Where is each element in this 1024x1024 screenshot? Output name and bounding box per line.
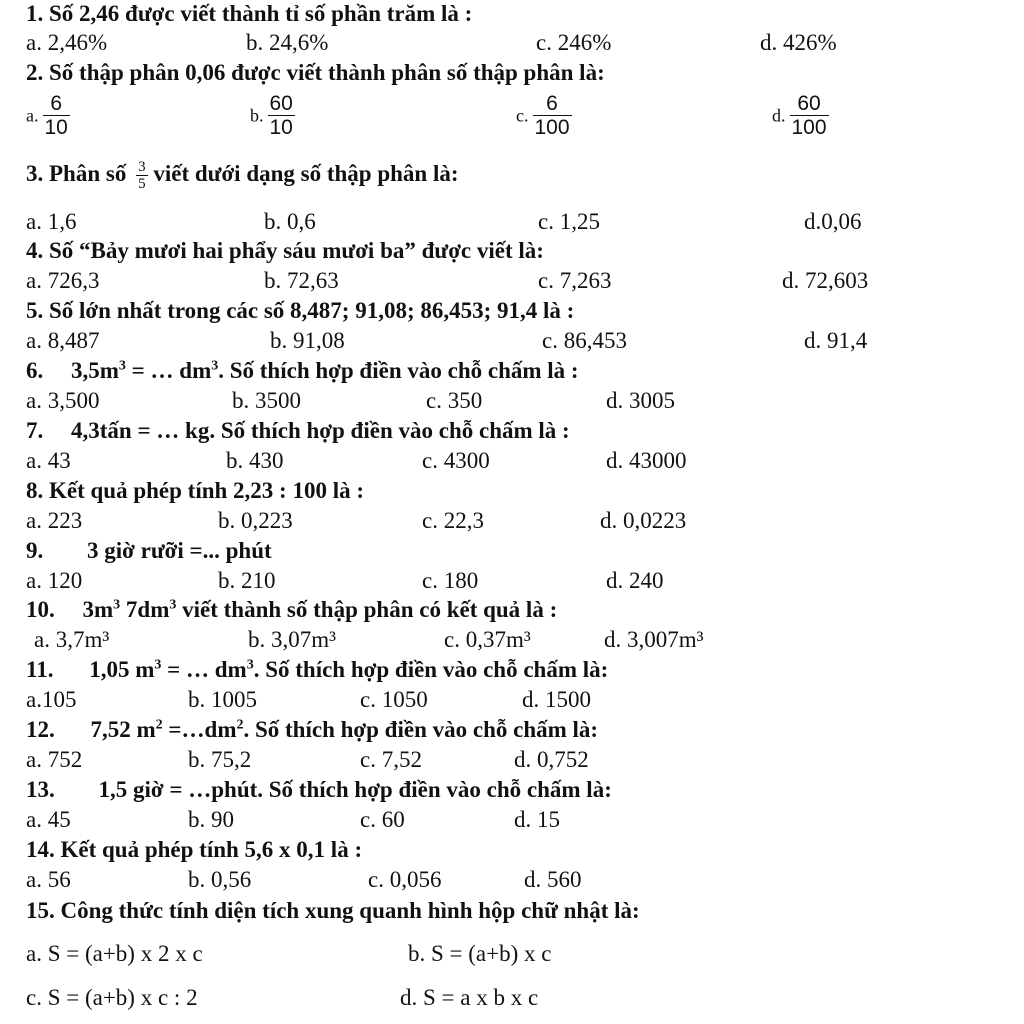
question-14-options (0, 866, 1024, 894)
expr-part: 1,05 m (89, 657, 155, 682)
option-c: c. 350 (426, 388, 483, 413)
question-number: 7. (26, 418, 44, 443)
question-text: 4,3tấn = … kg. Số thích hợp điền vào chỗ chấm là : (71, 418, 570, 443)
option-b: b. 3500 (232, 388, 301, 413)
exponent: 3 (246, 657, 254, 673)
question-7-options (0, 447, 1024, 475)
option-c-label: c. (516, 105, 529, 126)
question-5-options (0, 327, 1024, 355)
option-c: c. 7,52 (360, 747, 422, 772)
expr-part: 3m (82, 597, 114, 622)
option-c: c. 4300 (422, 448, 490, 473)
option-c: c. 0,056 (368, 867, 442, 892)
option-d: d. 43000 (606, 448, 687, 473)
question-text: 1,5 giờ = …phút. Số thích hợp điền vào chỗ chấm là: (98, 777, 612, 802)
option-c (516, 92, 572, 139)
exponent: 2 (236, 717, 244, 733)
denominator: 5 (138, 176, 146, 193)
option-d: d. 240 (606, 568, 664, 593)
option-d: d. 0,752 (514, 747, 589, 772)
question-6-title (26, 357, 579, 385)
option-b-label: b. (250, 105, 264, 126)
option-a: a. 45 (26, 807, 71, 832)
title-prefix: 3. Phân số (26, 161, 127, 186)
option-a-fraction (43, 92, 70, 139)
option-a: a. 223 (26, 508, 83, 533)
question-expression (89, 657, 608, 682)
question-8-options (0, 507, 1024, 535)
option-b: b. 24,6% (246, 30, 329, 55)
option-c: c. 1,25 (538, 209, 600, 234)
option-d: d. 3,007m³ (604, 627, 704, 652)
denominator: 10 (44, 116, 68, 139)
question-12-title (26, 716, 598, 744)
option-b: b. 210 (218, 568, 276, 593)
option-b: b. 90 (188, 807, 234, 832)
question-expression (91, 717, 599, 742)
option-c: c. 180 (422, 568, 479, 593)
option-b: b. 72,63 (264, 268, 339, 293)
option-d: d. 560 (524, 867, 582, 892)
option-d: d. S = a x b x c (400, 985, 539, 1010)
question-7-title (26, 417, 570, 445)
option-d: d. 1500 (522, 687, 591, 712)
question-number: 6. (26, 358, 44, 383)
expr-rest: viết thành số thập phân có kết quả là : (176, 597, 558, 622)
question-3-title (26, 152, 459, 196)
question-number: 13. (26, 777, 55, 802)
title-fraction (136, 159, 148, 192)
numerator: 60 (269, 92, 293, 115)
numerator: 6 (43, 92, 70, 116)
numerator: 3 (138, 159, 146, 176)
expr-part: 7dm (120, 597, 170, 622)
option-b: b. 75,2 (188, 747, 252, 772)
question-5-title: 5. Số lớn nhất trong các số 8,487; 91,08; 86,453; 91,4 là : (26, 298, 575, 323)
question-9-options (0, 567, 1024, 595)
option-d: d.0,06 (804, 209, 862, 234)
question-number: 9. (26, 538, 44, 563)
option-d: d. 72,603 (782, 268, 869, 293)
option-d: d. 426% (760, 30, 837, 55)
option-d-fraction (790, 92, 829, 139)
option-a: a. 120 (26, 568, 83, 593)
exponent: 3 (154, 657, 162, 673)
option-b: b. 3,07m³ (248, 627, 337, 652)
option-d-label: d. (772, 105, 786, 126)
option-b: b. 0,6 (264, 209, 316, 234)
question-text: 3 giờ rưỡi =... phút (87, 538, 272, 563)
expr-rest: . Số thích hợp điền vào chỗ chấm là: (243, 717, 599, 742)
option-c: c. 246% (536, 30, 612, 55)
numerator: 60 (790, 92, 829, 116)
expr-part: = … dm (125, 358, 212, 383)
question-6-options (0, 387, 1024, 415)
expr-part: =…dm (162, 717, 237, 742)
option-a: a.105 (26, 687, 77, 712)
option-a: a. 2,46% (26, 30, 108, 55)
question-8-title: 8. Kết quả phép tính 2,23 : 100 là : (26, 478, 365, 503)
expr-part: 7,52 m (90, 717, 156, 742)
option-a: a. 56 (26, 867, 71, 892)
question-3-options (0, 208, 1024, 236)
option-a: a. 752 (26, 747, 83, 772)
denominator: 100 (791, 116, 827, 139)
option-a: a. 43 (26, 448, 71, 473)
exponent: 3 (211, 358, 219, 374)
exponent: 3 (113, 597, 121, 613)
question-13-title (26, 776, 612, 804)
option-d: d. 15 (514, 807, 560, 832)
option-c-fraction (533, 92, 572, 139)
expr-part: = … dm (161, 657, 247, 682)
option-b-fraction (268, 92, 295, 139)
option-b: b. 430 (226, 448, 284, 473)
expr-rest: . Số thích hợp điền vào chỗ chấm là: (253, 657, 609, 682)
question-14-title: 14. Kết quả phép tính 5,6 x 0,1 là : (26, 837, 363, 862)
question-10-title (26, 596, 557, 624)
title-suffix: viết dưới dạng số thập phân là: (153, 161, 459, 186)
option-c: c. 86,453 (542, 328, 627, 353)
question-1-title: 1. Số 2,46 được viết thành tỉ số phần trăm là : (26, 1, 473, 26)
question-number: 11. (26, 657, 54, 682)
option-c: c. 60 (360, 807, 405, 832)
exponent: 2 (155, 717, 163, 733)
question-expression (71, 358, 579, 383)
option-a: a. 1,6 (26, 209, 77, 234)
denominator: 100 (534, 116, 570, 139)
question-4-title: 4. Số “Bảy mươi hai phẩy sáu mươi ba” được viết là: (26, 238, 544, 263)
question-number: 12. (26, 717, 55, 742)
option-d: d. 3005 (606, 388, 675, 413)
expr-part: 3,5m (71, 358, 119, 383)
question-4-options (0, 267, 1024, 295)
question-15-options-row-2 (0, 984, 1024, 1012)
question-15-options-row-1 (0, 940, 1024, 968)
question-1-options (0, 29, 1024, 57)
question-11-options (0, 686, 1024, 714)
exponent: 3 (118, 358, 126, 374)
option-c: c. 22,3 (422, 508, 484, 533)
numerator: 6 (533, 92, 572, 116)
question-15-title: 15. Công thức tính diện tích xung quanh hình hộp chữ nhật là: (26, 898, 640, 923)
option-d: d. 91,4 (804, 328, 868, 353)
question-expression (83, 597, 558, 622)
option-a (26, 92, 70, 139)
option-c: c. 1050 (360, 687, 428, 712)
option-b: b. S = (a+b) x c (408, 941, 552, 966)
expr-rest: . Số thích hợp điền vào chỗ chấm là : (218, 358, 579, 383)
question-2-title: 2. Số thập phân 0,06 được viết thành phân số thập phân là: (26, 60, 605, 85)
option-b: b. 1005 (188, 687, 257, 712)
question-10-options (0, 626, 1024, 654)
option-a: a. 8,487 (26, 328, 100, 353)
question-12-options (0, 746, 1024, 774)
option-c: c. S = (a+b) x c : 2 (26, 985, 198, 1010)
option-c: c. 7,263 (538, 268, 612, 293)
option-c: c. 0,37m³ (444, 627, 531, 652)
option-a-label: a. (26, 105, 39, 126)
question-13-options (0, 806, 1024, 834)
option-b (250, 92, 295, 139)
question-11-title (26, 656, 608, 684)
option-a: a. 3,7m³ (34, 627, 110, 652)
option-a: a. S = (a+b) x 2 x c (26, 941, 203, 966)
option-a: a. 726,3 (26, 268, 100, 293)
option-b: b. 0,56 (188, 867, 252, 892)
question-2-options (0, 92, 1024, 144)
exponent: 3 (169, 597, 177, 613)
option-b: b. 91,08 (270, 328, 345, 353)
question-number: 10. (26, 597, 55, 622)
option-b: b. 0,223 (218, 508, 293, 533)
option-d (772, 92, 829, 139)
question-9-title (26, 537, 272, 565)
option-a: a. 3,500 (26, 388, 100, 413)
denominator: 10 (269, 116, 293, 139)
option-d: d. 0,0223 (600, 508, 687, 533)
